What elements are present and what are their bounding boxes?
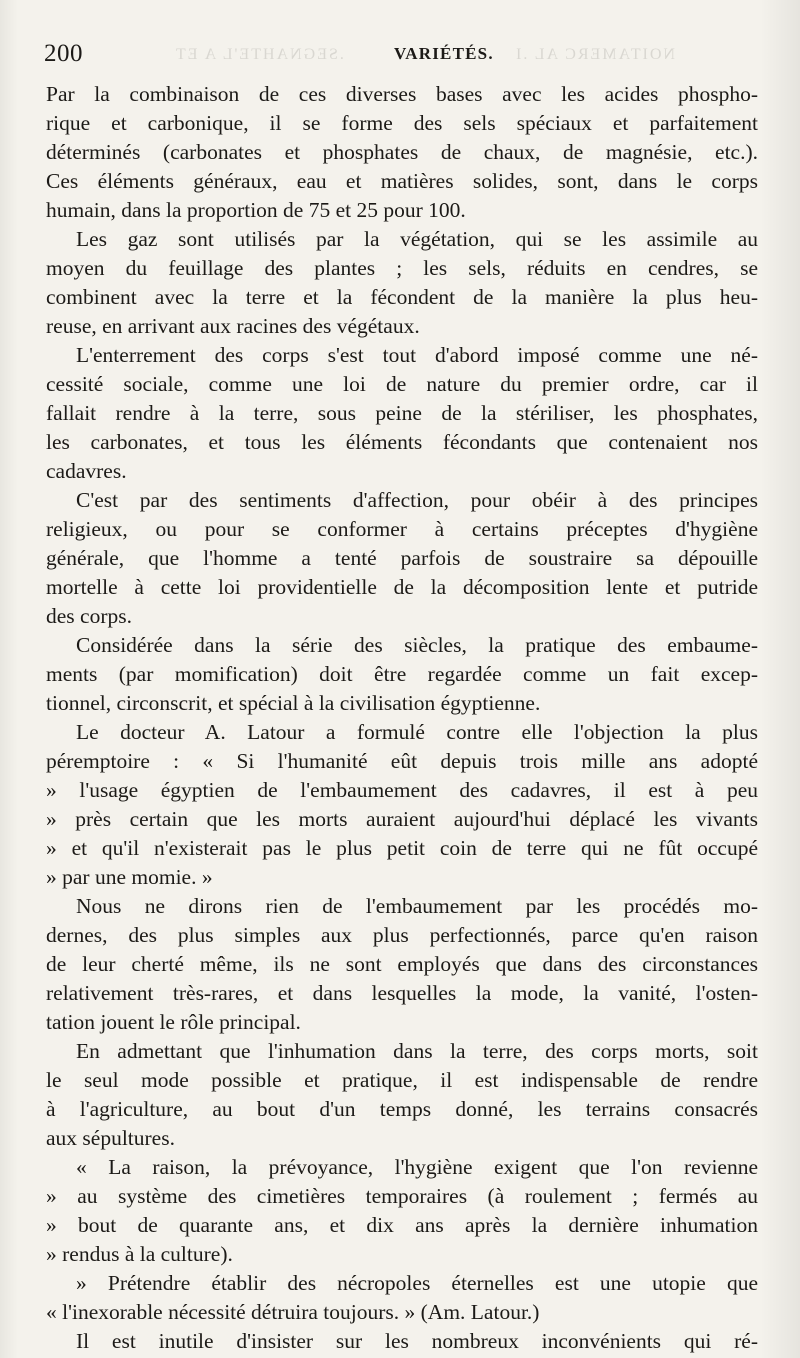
text-line: Considérée dans la série des siècles, la pratique des embaume- [76, 633, 758, 657]
text-line: relativement très-rares, et dans lesquelles la mode, la vanité, l'osten- [46, 981, 758, 1005]
running-title: VARIÉTÉS. [394, 44, 494, 63]
text-line: ments (par momification) doit être regardée comme un fait excep- [46, 662, 758, 686]
text-line: dernes, des plus simples aux plus perfectionnés, parce qu'en raison [46, 923, 758, 947]
text-line: à l'agriculture, au bout d'un temps donné, les terrains consacrés [46, 1097, 758, 1121]
text-line: Nous ne dirons rien de l'embaumement par les procédés mo- [76, 894, 758, 918]
text-line: » au système des cimetières temporaires (à roulement ; fermés au [46, 1184, 758, 1208]
text-line: Le docteur A. Latour a formulé contre elle l'objection la plus [76, 720, 758, 744]
text-line: En admettant que l'inhumation dans la terre, des corps morts, soit [76, 1039, 758, 1063]
text-line: L'enterrement des corps s'est tout d'abord imposé comme une né- [76, 343, 758, 367]
text-line: » par une momie. » [46, 865, 213, 889]
bleed-through-text: .SEGNAHTE'L A ET [174, 46, 344, 63]
text-line: » et qu'il n'existerait pas le plus petit coin de terre qui ne fût occupé [46, 836, 758, 860]
text-line: moyen du feuillage des plantes ; les sels, réduits en cendres, se [46, 256, 758, 280]
text-line: cessité sociale, comme une loi de nature du premier ordre, car il [46, 372, 758, 396]
text-line: péremptoire : « Si l'humanité eût depuis trois mille ans adopté [46, 749, 758, 773]
text-line: » rendus à la culture). [46, 1242, 233, 1266]
text-line: générale, que l'homme a tenté parfois de soustraire sa dépouille [46, 546, 758, 570]
text-line: Ces éléments généraux, eau et matières solides, sont, dans le corps [46, 169, 758, 193]
text-line: mortelle à cette loi providentielle de la décomposition lente et putride [46, 575, 758, 599]
text-line: le seul mode possible et pratique, il est indispensable de rendre [46, 1068, 758, 1092]
text-line: de leur cherté même, ils ne sont employés que dans des circonstances [46, 952, 758, 976]
text-line: humain, dans la proportion de 75 et 25 pour 100. [46, 198, 466, 222]
text-line: tation jouent le rôle principal. [46, 1010, 301, 1034]
text-line: Les gaz sont utilisés par la végétation, qui se les assimile au [76, 227, 758, 251]
page-number: 200 [44, 40, 83, 67]
text-line: des corps. [46, 604, 132, 628]
text-line: cadavres. [46, 459, 127, 483]
text-line: » près certain que les morts auraient aujourd'hui déplacé les vivants [46, 807, 758, 831]
text-line: » l'usage égyptien de l'embaumement des cadavres, il est à peu [46, 778, 758, 802]
text-line: déterminés (carbonates et phosphates de chaux, de magnésie, etc.). [46, 140, 758, 164]
text-line: « l'inexorable nécessité détruira toujours. » (Am. Latour.) [46, 1300, 540, 1324]
text-line: tionnel, circonscrit, et spécial à la civilisation égyptienne. [46, 691, 541, 715]
body-text [46, 80, 758, 1356]
text-line: rique et carbonique, il se forme des sels spéciaux et parfaitement [46, 111, 758, 135]
text-line: « La raison, la prévoyance, l'hygiène exigent que l'on revienne [76, 1155, 758, 1179]
text-line: C'est par des sentiments d'affection, pour obéir à des principes [76, 488, 758, 512]
page-header [44, 40, 764, 74]
text-line: reuse, en arrivant aux racines des végétaux. [46, 314, 420, 338]
text-line: combinent avec la terre et la fécondent de la manière la plus heu- [46, 285, 758, 309]
text-line: Il est inutile d'insister sur les nombreux inconvénients qui ré- [76, 1329, 758, 1353]
text-line: aux sépultures. [46, 1126, 175, 1150]
text-line: Par la combinaison de ces diverses bases avec les acides phospho- [46, 82, 758, 106]
text-line: religieux, ou pour se conformer à certains préceptes d'hygiène [46, 517, 758, 541]
text-line: » bout de quarante ans, et dix ans après la dernière inhumation [46, 1213, 758, 1237]
text-line: » Prétendre établir des nécropoles éternelles est une utopie que [76, 1271, 758, 1295]
bleed-through-text: NOITAMERC AL .I [514, 46, 676, 63]
text-line: fallait rendre à la terre, sous peine de la stériliser, les phosphates, [46, 401, 758, 425]
text-line: les carbonates, et tous les éléments fécondants que contenaient nos [46, 430, 758, 454]
